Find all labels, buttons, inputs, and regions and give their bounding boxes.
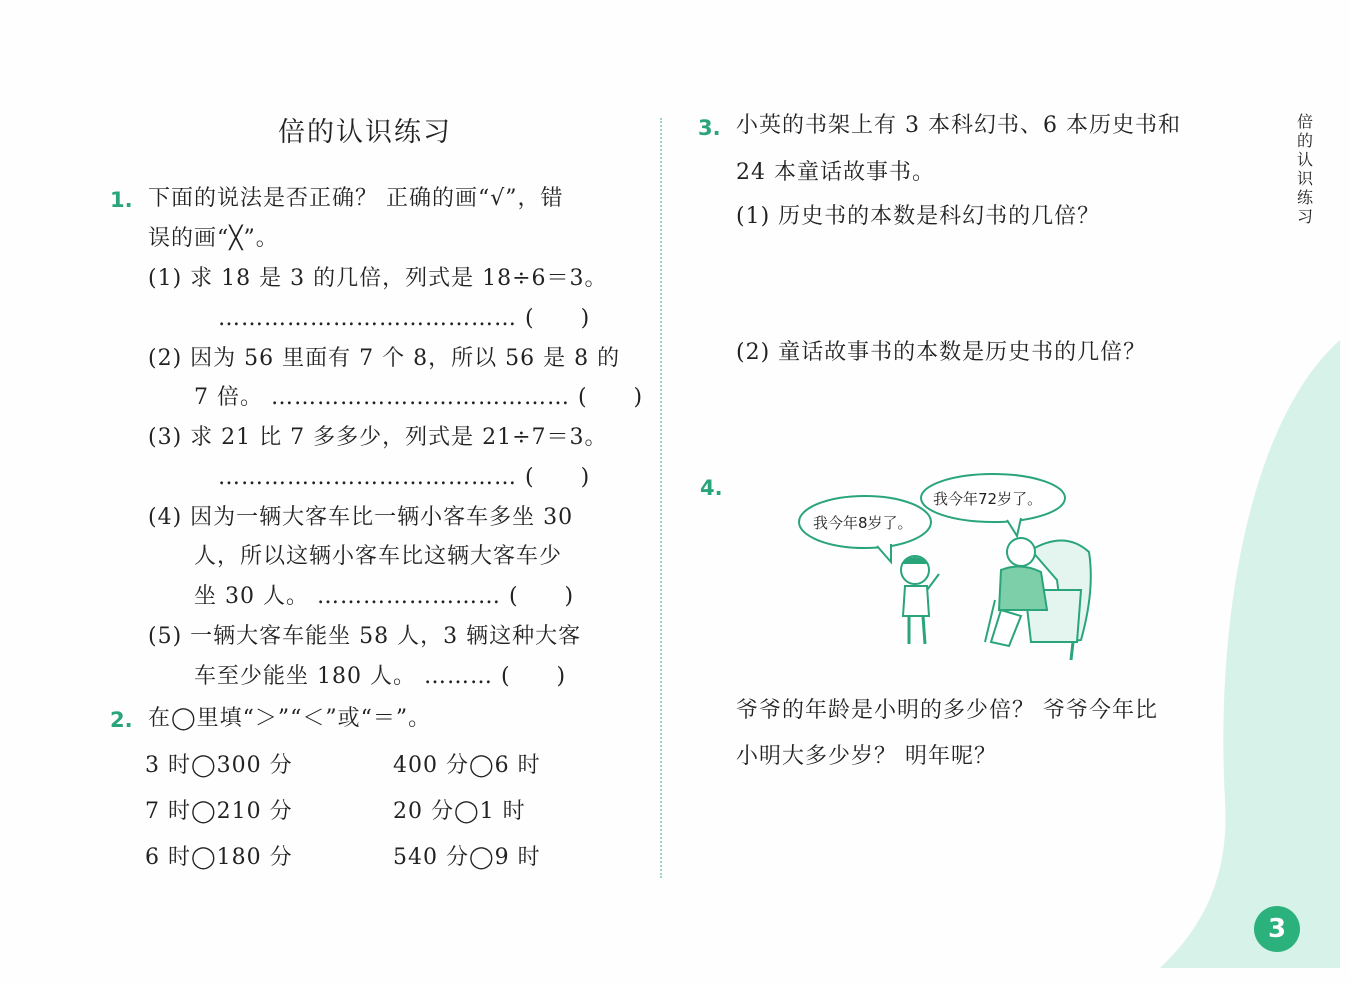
compare-cell[interactable]: 540 分◯9 时 [393, 845, 541, 870]
boy-speech-bubble [799, 496, 931, 562]
question-3-sub-2: (2) 童话故事书的本数是历史书的几倍？ [736, 340, 1147, 365]
question-3-number: 3. [698, 116, 721, 140]
q1-item-1-line1: (1) 求 18 是 3 的几倍，列式是 18÷6＝3。 [148, 266, 608, 291]
question-3-sub-1: (1) 历史书的本数是科幻书的几倍？ [736, 204, 1101, 229]
grandpa-speech-bubble [921, 474, 1065, 536]
q1-item-2-answer[interactable]: 7 倍。 ………………………………… ( ) [194, 385, 644, 410]
q1-item-1-answer[interactable]: ………………………………… ( ) [218, 306, 591, 331]
question-3-text-line1: 小英的书架上有 3 本科幻书、6 本历史书和 [736, 113, 1181, 138]
grandpa-and-boy-illustration [795, 470, 1105, 670]
compare-cell[interactable]: 400 分◯6 时 [393, 753, 541, 778]
q1-item-4-line1: (4) 因为一辆大客车比一辆小客车多坐 30 [148, 505, 574, 530]
q1-item-4-answer[interactable]: 坐 30 人。 …………………… ( ) [194, 584, 575, 609]
q1-item-5-line1: (5) 一辆大客车能坐 58 人，3 辆这种大客 [148, 624, 582, 649]
q1-item-3-line1: (3) 求 21 比 7 多多少，列式是 21÷7＝3。 [148, 425, 608, 450]
side-chapter-label: 倍的认识练习 [1296, 112, 1313, 226]
q1-item-4-line2: 人，所以这辆小客车比这辆大客车少 [194, 544, 563, 569]
question-4-text-line1: 爷爷的年龄是小明的多少倍？ 爷爷今年比 [736, 698, 1158, 723]
boy-figure [901, 556, 939, 644]
grandpa-speech-text: 我今年72岁了。 [933, 490, 1043, 508]
compare-cell[interactable]: 6 时◯180 分 [145, 845, 293, 870]
q1-item-5-answer[interactable]: 车至少能坐 180 人。 ……… ( ) [194, 664, 567, 689]
question-2-text: 在◯里填“＞”“＜”或“＝”。 [148, 706, 432, 731]
q1-item-3-answer[interactable]: ………………………………… ( ) [218, 465, 591, 490]
compare-cell[interactable]: 7 时◯210 分 [145, 799, 293, 824]
compare-cell[interactable]: 3 时◯300 分 [145, 753, 293, 778]
question-2-number: 2. [110, 708, 133, 732]
q1-item-2-line1: (2) 因为 56 里面有 7 个 8，所以 56 是 8 的 [148, 346, 621, 371]
page-number-badge: 3 [1254, 906, 1300, 952]
question-1-text-line1: 下面的说法是否正确？ 正确的画“√”，错 [148, 186, 564, 211]
page-title: 倍的认识练习 [278, 117, 452, 148]
question-1-text-line2: 误的画“╳”。 [148, 226, 279, 251]
boy-speech-text: 我今年8岁了。 [813, 514, 913, 532]
question-4-text-line2: 小明大多少岁？ 明年呢？ [736, 744, 997, 769]
page-divider [660, 118, 666, 878]
question-3-text-line2: 24 本童话故事书。 [736, 160, 935, 185]
compare-cell[interactable]: 20 分◯1 时 [393, 799, 526, 824]
question-4-number: 4. [700, 476, 723, 500]
question-1-number: 1. [110, 188, 133, 212]
